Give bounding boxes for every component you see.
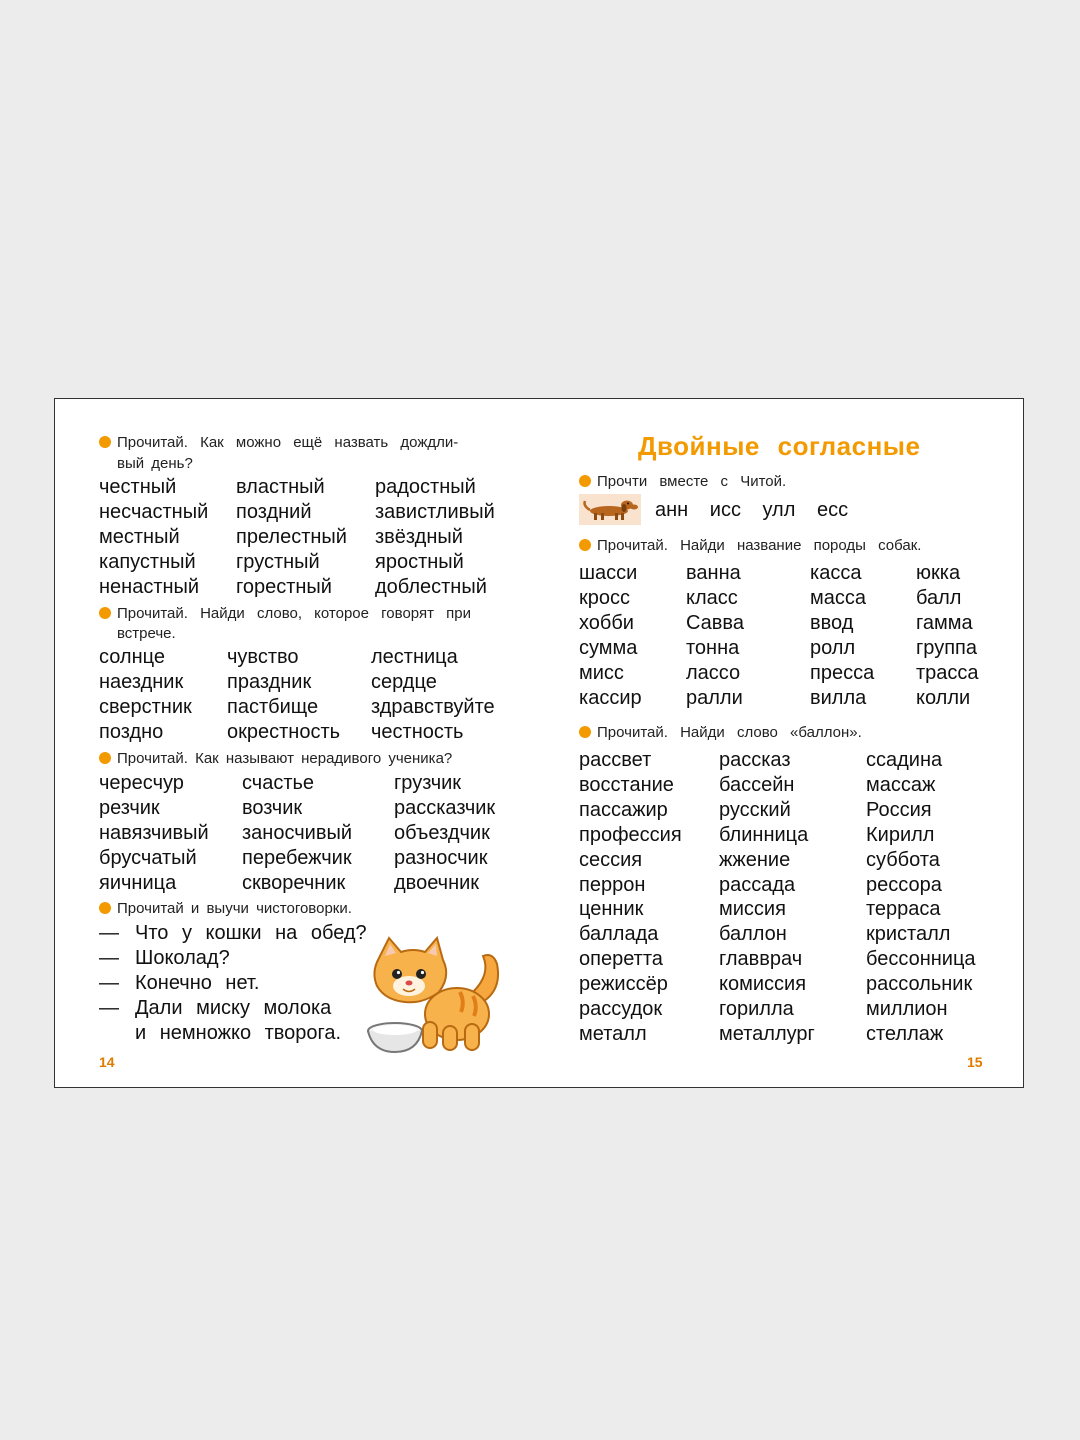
word: горилла [719,998,794,1021]
word: поздно [99,720,164,743]
word: восстание [579,773,674,796]
task6-col-4 [916,561,979,710]
word: рассвет [579,749,652,771]
task6-col-1 [579,561,642,710]
word: несчастный [99,500,209,523]
word: миссия [719,898,786,921]
task1-col-3 [375,475,495,600]
page-title: Двойные согласные [638,431,921,461]
page-number-right: 15 [967,1054,983,1070]
word: сессия [579,848,643,871]
task2-instruction-cont: встрече. [117,625,176,642]
word: ванна [686,562,741,584]
bullet-dot-icon [579,539,591,551]
task7-col-2 [719,748,815,1047]
word: счастье [242,772,315,794]
word: Россия [866,798,932,821]
word: резчик [99,796,160,819]
word: колли [916,686,971,709]
twister-line: и немножко творога. [135,1022,342,1044]
bullet-dot-icon [99,752,111,764]
task3-col-1 [99,771,209,896]
word: рассада [719,873,796,896]
word: сумма [579,636,638,659]
word: сердце [371,670,437,693]
word: навязчивый [99,821,209,844]
syllables-row: анн исс улл есс [655,499,849,521]
word: блинница [719,823,809,846]
word: грузчик [394,772,462,794]
word: комиссия [719,973,807,996]
bullet-dot-icon [99,607,111,619]
word: кристалл [866,923,951,946]
word: пастбище [227,695,319,718]
word: баллада [579,923,659,946]
word: русский [719,798,791,821]
word: грустный [236,550,320,573]
word: массаж [866,773,936,796]
word: профессия [579,823,682,846]
word: капустный [99,550,196,573]
task1-instruction-cont: вый день? [117,455,193,472]
task1-col-1 [99,475,208,600]
word: доблестный [375,575,487,598]
word: стеллаж [866,1022,944,1045]
bullet-dot-icon [579,726,591,738]
word: рассказчик [394,796,496,819]
word: металлург [719,1022,815,1045]
word: возчик [242,796,303,819]
word: разносчик [394,846,488,869]
word: ввод [810,611,854,634]
task2-col-3 [371,645,495,745]
tongue-twister [99,921,367,1046]
word: окрестность [227,720,341,743]
word: солнце [99,646,165,668]
word: яичница [99,871,177,894]
word: режиссёр [579,973,668,996]
word: Савва [686,611,744,634]
task7-instruction: Прочитай. Найди слово «баллон». [579,723,862,743]
word: ценник [579,898,644,921]
word: ссадина [866,749,943,771]
word: тонна [686,636,740,659]
task3-col-3 [394,771,495,896]
word: оперетта [579,948,663,971]
word: миллион [866,998,948,1021]
word: завистливый [375,500,495,523]
word: лассо [686,661,741,684]
word: прелестный [236,525,347,548]
word: чересчур [99,772,184,794]
kitten-with-milk-bowl-illustration [365,934,510,1054]
word: поздний [236,500,312,523]
word: металл [579,1022,647,1045]
word: ралли [686,686,743,709]
task6-instruction: Прочитай. Найди название породы собак. [579,536,921,556]
word: рассказ [719,749,791,771]
task1-instruction: Прочитай. Как можно ещё назвать дождли- [99,433,458,453]
word: заносчивый [242,821,352,844]
word: чувство [227,646,299,668]
word: шасси [579,562,638,584]
twister-line: — Дали миску молока [99,997,332,1019]
bullet-dot-icon [579,475,591,487]
word: терраса [866,898,941,921]
bullet-dot-icon [99,902,111,914]
twister-line: — Что у кошки на обед? [99,922,367,944]
word: жжение [719,848,791,871]
word: главврач [719,948,803,971]
word: праздник [227,670,312,693]
word: яростный [375,550,464,573]
word: брусчатый [99,846,197,869]
word: сверстник [99,695,192,718]
word: объездчик [394,821,490,844]
twister-line: — Шоколад? [99,947,230,969]
word: бессонница [866,948,976,971]
task6-col-3 [810,561,874,710]
word: пресса [810,661,875,684]
word: суббота [866,848,940,871]
word: наездник [99,670,184,693]
page-number-left: 14 [99,1054,115,1070]
bullet-dot-icon [99,436,111,448]
task5-instruction: Прочти вместе с Читой. [579,472,786,492]
word: кассир [579,686,642,709]
word: Кирилл [866,823,935,846]
task3-col-2 [242,771,352,896]
task7-col-1 [579,748,682,1047]
task7-col-3 [866,748,976,1047]
word: юкка [916,562,961,584]
word: рессора [866,873,942,896]
twister-line: — Конечно нет. [99,972,260,994]
word: трасса [916,661,979,684]
word: честность [371,720,464,743]
word: рассольник [866,973,973,996]
book-spread [54,398,1024,1088]
task2-col-1 [99,645,192,745]
word: радостный [375,476,476,498]
word: пассажир [579,798,668,821]
word: класс [686,586,738,609]
word: местный [99,525,180,548]
word: властный [236,476,325,498]
word: балл [916,586,962,609]
word: честный [99,476,177,498]
task1-col-2 [236,475,347,600]
word: рассудок [579,998,663,1021]
word: горестный [236,575,332,598]
task3-instruction: Прочитай. Как называют нерадивого ученика? [99,749,452,769]
word: масса [810,586,866,609]
word: касса [810,562,862,584]
task4-instruction: Прочитай и выучи чистоговорки. [99,899,352,919]
word: здравствуйте [371,695,495,718]
word: группа [916,636,977,659]
task6-col-2 [686,561,744,710]
dachshund-icon [579,494,641,525]
task2-instruction: Прочитай. Найди слово, которое говорят при [99,604,471,624]
task2-col-2 [227,645,340,745]
word: перебежчик [242,846,352,869]
word: мисс [579,661,624,684]
word: звёздный [375,525,463,548]
word: бассейн [719,773,795,796]
word: двоечник [394,871,480,894]
word: кросс [579,586,630,609]
word: лестница [371,646,458,668]
word: вилла [810,686,867,709]
word: гамма [916,611,973,634]
word: ненастный [99,575,200,598]
word: ролл [810,636,856,659]
word: хобби [579,611,634,634]
word: перрон [579,873,646,896]
word: баллон [719,923,787,946]
word: скворечник [242,871,346,894]
